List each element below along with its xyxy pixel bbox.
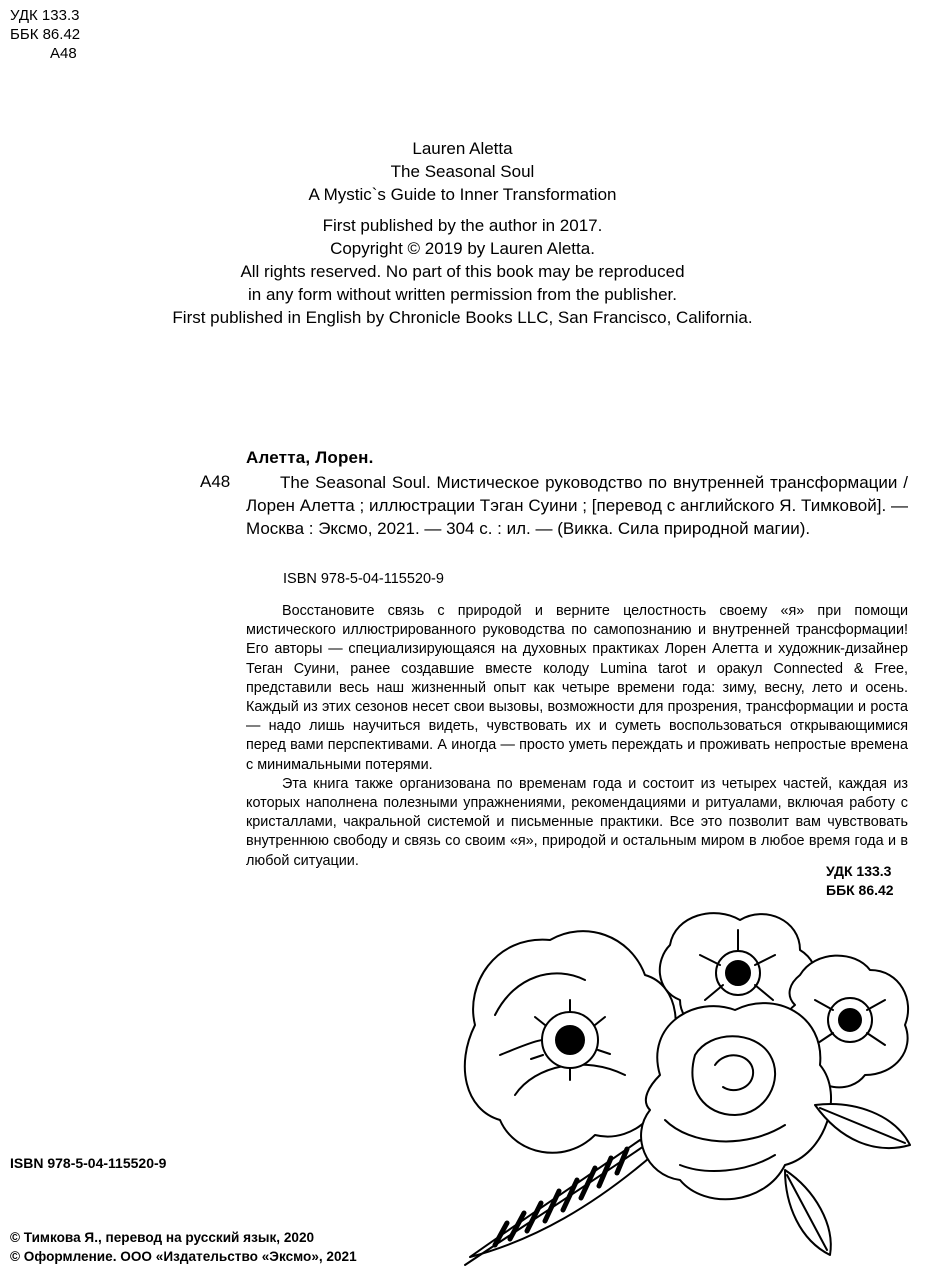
bbk-code-bottom: ББК 86.42	[826, 882, 894, 898]
isbn-main: ISBN 978-5-04-115520-9	[283, 571, 444, 587]
first-published: First published by the author in 2017.	[322, 216, 603, 235]
bib-description-text: The Seasonal Soul. Мистическое руководство по внутренней трансформации / Лорен Алетта ; иллюстрации Тэган Суини ; [перевод с английского Я. Тимковой]. — Москва : Эксмо, 2021. — 304 с. : ил. — (Викка. Сила природной магии).	[246, 473, 908, 538]
rights-line-1: All rights reserved. No part of this book may be reproduced	[240, 262, 685, 281]
rose-icon	[641, 1003, 831, 1199]
annotation	[246, 602, 908, 871]
rights-line-2: in any form without written permission from the publisher.	[248, 285, 677, 304]
classification-codes-bottom	[826, 862, 894, 900]
original-author: Lauren Aletta	[412, 139, 513, 158]
udk-code: УДК 133.3	[10, 7, 80, 24]
bbk-code: ББК 86.42	[10, 26, 81, 43]
bib-author-mark: А48	[200, 472, 231, 491]
isbn-bottom: ISBN 978-5-04-115520-9	[10, 1155, 167, 1171]
original-edition-block	[0, 137, 925, 206]
annotation-paragraph-2: Эта книга также организована по временам года и состоит из четырех частей, каждая из которых наполнена полезными упражнениями, рекомендациями и ритуалами, включая работу с кристаллами, чакральной системой и письменные практики. Все это позволит вам чувствовать внутреннюю свободу и связь со своим «я», природой и остальным миром в любое время года и в любой ситуации.	[246, 775, 908, 869]
bibliographic-description	[246, 471, 908, 540]
udk-code-bottom: УДК 133.3	[826, 863, 892, 879]
original-rights-block	[0, 214, 925, 329]
flowers-and-feather-illustration-icon	[455, 905, 915, 1270]
copyright-en: Copyright © 2019 by Lauren Aletta.	[330, 239, 595, 258]
classification-codes-top	[10, 6, 80, 63]
copyright-design: © Оформление. ООО «Издательство «Эксмо», 2021	[10, 1249, 357, 1264]
annotation-paragraph-1: Восстановите связь с природой и верните целостность своему «я» при помощи мистического иллюстрированного руководства по самопознанию и внутренней трансформации! Его авторы — специализирующаяся на духовных практиках Лорен Алетта и художник-дизайнер Теган Суини, ранее создавшие вместе колоду Lumina tarot и оракул Connected & Free, представили весь наш жизненный опыт как четыре времени года: зиму, весну, лето и осень. Каждый из этих сезонов несет свои вызовы, возможности для прозрения, трансформации и роста — надо лишь научиться видеть, чувствовать их и суметь воспользоваться открывающимися перед вами перспективами. А иногда — просто уметь переждать и проживать непростые времена с минимальными потерями.	[246, 603, 908, 773]
copyright-translation: © Тимкова Я., перевод на русский язык, 2020	[10, 1230, 315, 1245]
english-edition: First published in English by Chronicle Books LLC, San Francisco, California.	[172, 308, 753, 327]
author-mark: А48	[50, 45, 77, 62]
original-title: The Seasonal Soul	[390, 162, 535, 181]
feather-icon	[465, 1135, 660, 1265]
copyright-ru	[10, 1228, 357, 1266]
original-subtitle: A Mystic`s Guide to Inner Transformation	[308, 185, 617, 204]
author-heading: Алетта, Лорен.	[246, 448, 374, 467]
